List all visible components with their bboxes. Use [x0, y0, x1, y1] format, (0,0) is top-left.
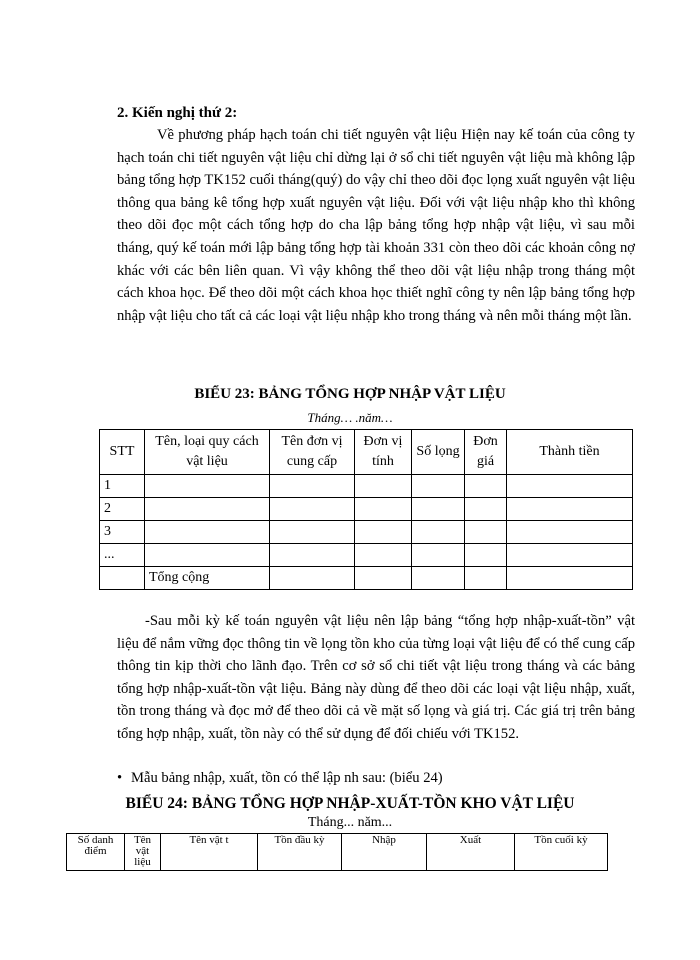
row-number: 3	[100, 521, 145, 544]
bullet-item	[117, 770, 443, 787]
table23-header-stt: STT	[100, 430, 145, 475]
table23-header-name: Tên, loại quy cách vật liệu	[145, 430, 270, 475]
row-number: 2	[100, 498, 145, 521]
paragraph-2: -Sau mỗi kỳ kế toán nguyên vật liệu nên lập bảng “tổng hợp nhập-xuất-tồn” vật liệu để nắm vững đọc thông tin về lọng tồn kho của từng loại vật liệu để có thể cung cấp thông tin kịp thời cho lãnh đạo. Trên cơ sở sổ chi tiết vật liệu trong tháng và các bảng tổng hợp nhập-xuất-tồn vật liệu. Bảng này dùng để theo dõi các loại vật liệu nhập, xuất, tồn trong tháng và đọc mở để theo dõi cả về mặt số lọng và giá trị. Các giá trị trên bảng tổng hợp nhập, xuất, tồn này có thể sử dụng để đối chiếu với TK152.	[117, 613, 635, 742]
table24-subtitle: Tháng... năm...	[307, 815, 393, 830]
table23-header-supplier: Tên đơn vị cung cấp	[270, 430, 355, 475]
row-number: ...	[100, 544, 145, 567]
table24-header-closing: Tồn cuối kỳ	[515, 834, 608, 871]
table-row	[100, 498, 633, 521]
table23-header-price: Đơn giá	[465, 430, 507, 475]
table23-subtitle: Tháng… .năm…	[307, 410, 393, 425]
table-row	[100, 544, 633, 567]
table23	[99, 429, 633, 590]
total-label: Tổng cộng	[145, 567, 270, 590]
table-row	[100, 521, 633, 544]
table24-header-import: Nhập	[342, 834, 427, 871]
row-number: 1	[100, 475, 145, 498]
table24-header-item: Tên vật t	[161, 834, 258, 871]
table23-header-unit: Đơn vị tính	[355, 430, 412, 475]
table24-header-row	[67, 834, 608, 871]
section-heading: 2. Kiến nghị thứ 2:	[117, 105, 238, 121]
table24-header-code: Số danh điểm	[67, 834, 125, 871]
table23-header-quantity: Số lọng	[412, 430, 465, 475]
bullet-icon: •	[117, 770, 123, 786]
table24-header-opening: Tồn đầu kỳ	[258, 834, 342, 871]
bullet-text: Mẫu bảng nhập, xuất, tồn có thể lập nh sau: (biểu 24)	[131, 770, 443, 786]
table23-header-amount: Thành tiền	[507, 430, 633, 475]
table23-total-row	[100, 567, 633, 590]
table24-title: BIỂU 24: BẢNG TỔNG HỢP NHẬP-XUẤT-TỒN KHO VẬT LIỆU	[125, 795, 575, 812]
table23-title: BIỂU 23: BẢNG TỔNG HỢP NHẬP VẬT LIỆU	[194, 386, 506, 402]
table24	[66, 833, 608, 871]
table23-header-row	[100, 430, 633, 475]
table24-header-material: Tên vật liệu	[125, 834, 161, 871]
table24-header-export: Xuất	[427, 834, 515, 871]
table-row	[100, 475, 633, 498]
paragraph-1: Về phương pháp hạch toán chi tiết nguyên vật liệu Hiện nay kế toán của công ty hạch toán chi tiết nguyên vật liệu chỉ dừng lại ở sổ chi tiết nguyên vật liệu mà không lập bảng tổng hợp TK152 cuối tháng(quý) do vậy chỉ theo dõi đọc lọng xuất nguyên vật liệu thông qua bảng kê tổng hợp xuất nguyên vật liệu. Đối với vật liệu nhập kho thì không theo dõi đọc một cách tổng hợp do cha lập bảng tổng hợp nhập vật liệu, vì sau mỗi tháng, quý kế toán mới lập bảng tổng hợp tài khoản 331 còn theo dõi các khoản công nợ khác với các bên liên quan. Vì vậy không thể theo dõi vật liệu nhập trong tháng một cách khoa học. Để theo dõi một cách khoa học thiết nghĩ công ty nên lập bảng tổng hợp nhập vật liệu cho tất cả các loại vật liệu nhập kho trong tháng và nên mỗi tháng một lần.	[117, 127, 635, 324]
